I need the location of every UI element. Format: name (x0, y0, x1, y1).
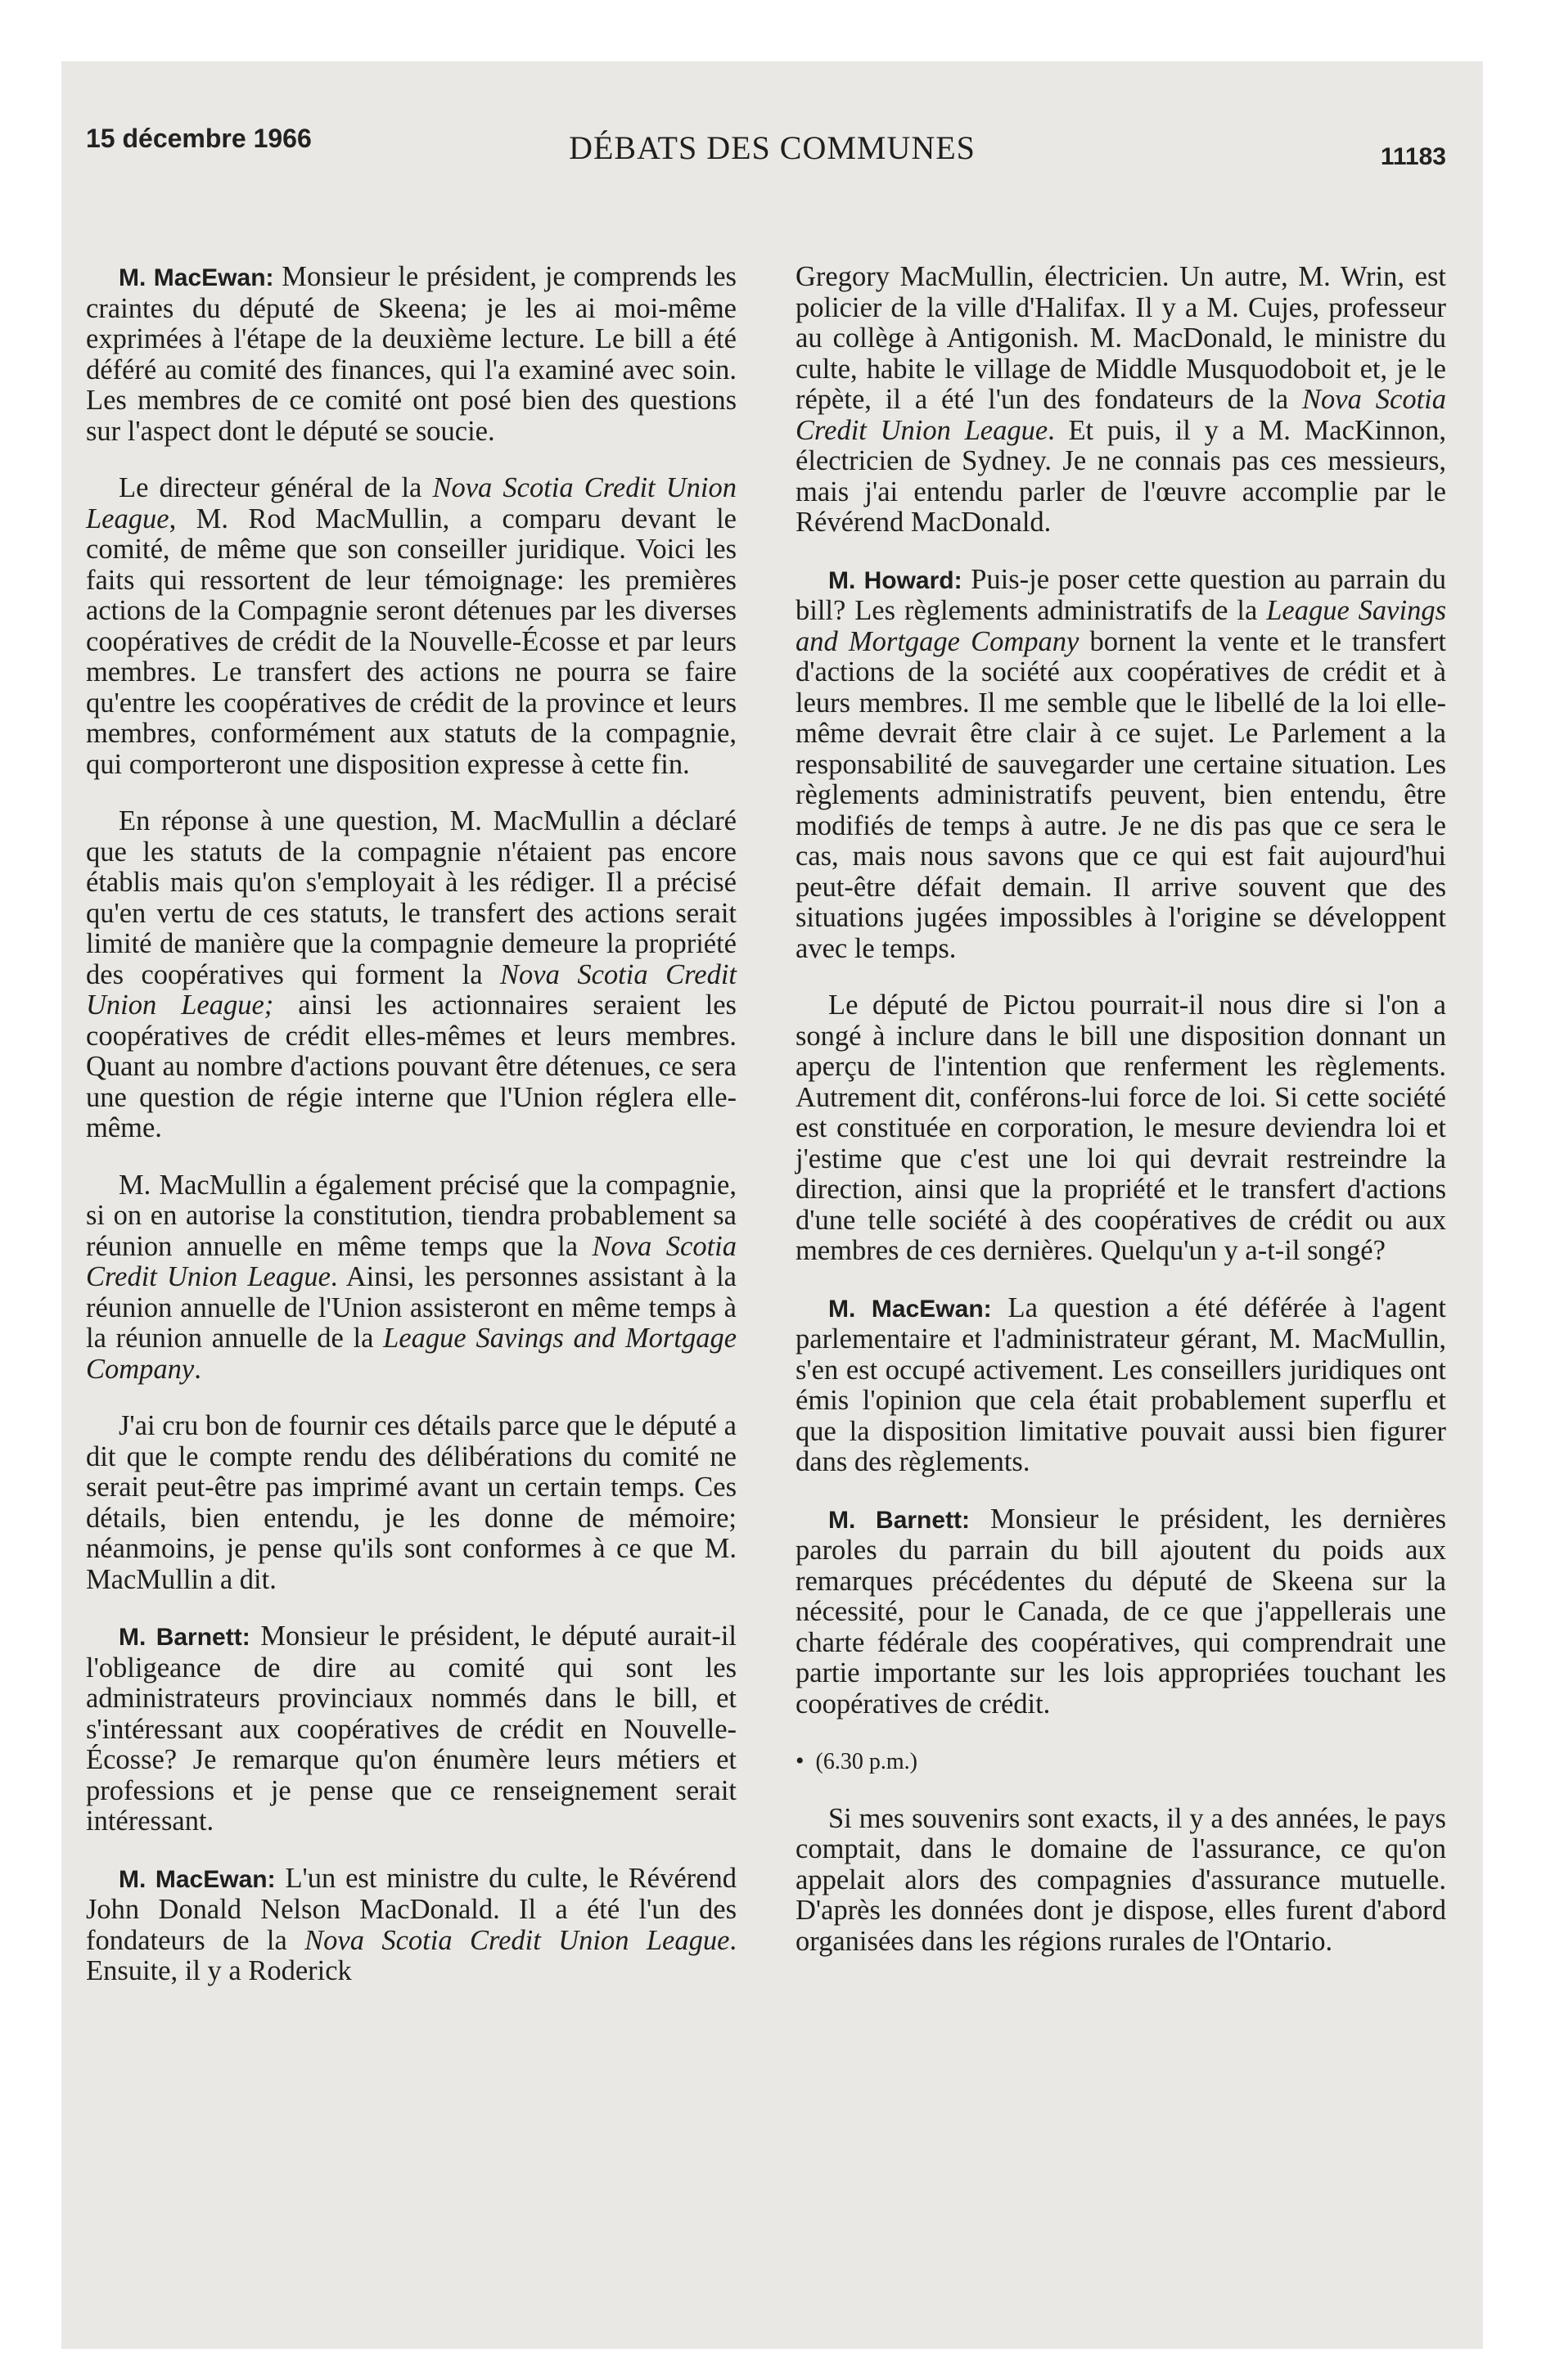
header-title: DÉBATS DES COMMUNES (569, 129, 976, 166)
paragraph (86, 1170, 737, 1386)
paragraph-text: . Ainsi, les personnes assistant à la réunion annuelle de l'Union assisteront en même temps à la réunion annuelle de la (86, 1261, 737, 1354)
paragraph (796, 262, 1446, 539)
paragraph (796, 990, 1446, 1267)
time-marker-text: (6.30 p.m.) (815, 1749, 917, 1774)
scanned-page (61, 61, 1483, 2349)
italic-text: Nova Scotia Credit Union League (86, 1230, 737, 1292)
paragraph (86, 473, 737, 780)
paragraph (86, 1621, 737, 1837)
paragraph-text: Si mes souvenirs sont exacts, il y a des années, le pays comptait, dans le domaine de l'assurance, ce qu'on appelait alors des compagnies d'assurance mutuelle. D'après les données dont je dispose, elles furent d'abord organisées dans les régions rurales de l'Ontario. (796, 1802, 1446, 1957)
paragraph-text: L'un est ministre du culte, le Révérend John Donald Nelson MacDonald. Il a été l'un des fondateurs de la (86, 1862, 737, 1956)
paragraph-text: Le directeur général de la (119, 472, 433, 503)
speaker-name: M. MacEwan: (119, 1865, 276, 1893)
paragraph-text: M. MacMullin a également précisé que la compagnie, si on en autorise la constitution, tiendra probablement sa réunion annuelle en même temps que la (86, 1169, 737, 1262)
paragraph-text: , M. Rod MacMullin, a comparu devant le comité, de même que son conseiller juridique. Voici les faits qui ressortent de leur témoignage: les premières actions de la Compagnie seront détenues par les diverses coopératives de crédit de la Nouvelle-Écosse et par leurs membres. Le transfert des actions ne pourra se faire qu'entre les coopératives de crédit de la province et leurs membres, conformément aux statuts de la compagnie, qui comporteront une disposition expresse à cette fin. (86, 503, 737, 780)
speaker-name: M. MacEwan: (828, 1295, 992, 1323)
speaker-name: M. Barnett: (828, 1506, 971, 1534)
paragraph-text: ainsi les actionnaires seraient les coopératives de crédit elles-mêmes et leurs membres. Quant au nombre d'actions pouvant être détenues, ce sera une question de régie interne que l'Union réglera elle-même. (86, 989, 737, 1143)
italic-text: Nova Scotia Credit Union League; (86, 958, 737, 1021)
italic-text: League Savings and Mortgage Company (796, 595, 1446, 657)
paragraph-text: . Ensuite, il y a Roderick (86, 1924, 737, 1986)
speaker-name: M. Barnett: (119, 1624, 250, 1651)
paragraph-text: Monsieur le président, le député aurait-il l'obligeance de dire au comité qui sont les administrateurs provinciaux nommés dans le bill, et s'intéressant aux coopératives de crédit en Nouvelle-Écosse? Je remarque qu'on énumère leurs métiers et professions et je pense que ce renseignement serait intéressant. (86, 1620, 737, 1837)
paragraph (86, 1411, 737, 1595)
left-column (86, 262, 737, 1987)
paragraph-text: La question a été déférée à l'agent parlementaire et l'administrateur gérant, M. MacMullin, s'en est occupé activement. Les conseillers juridiques ont émis l'opinion que cela était probablement superflu et que la disposition limitative pouvait aussi bien figurer dans des règlements. (796, 1291, 1446, 1477)
italic-text: Nova Scotia Credit Union League (304, 1924, 730, 1956)
paragraph (796, 1293, 1446, 1478)
header-date: 15 décembre 1966 (86, 124, 312, 153)
speaker-name: M. MacEwan: (119, 264, 274, 291)
bullet-icon: • (796, 1747, 805, 1774)
paragraph (796, 1504, 1446, 1720)
paragraph-text: bornent la vente et le transfert d'actions de la société aux coopératives de crédit et à leurs membres. Il me semble que le libellé de la loi elle-même devrait être clair à ce sujet. Le Parlement a la responsabilité de sauvegarder une certaine situation. Les règlements administratifs peuvent, bien entendu, être modifiés de temps à autre. Je ne dis pas que ce sera le cas, mais nous savons que ce qui est fait aujourd'hui peut-être défait demain. Il arrive souvent que des situations jugées impossibles à l'origine se développent avec le temps. (796, 625, 1446, 964)
right-column (796, 262, 1446, 1957)
italic-text: Nova Scotia Credit Union League (796, 384, 1447, 446)
paragraph-text: En réponse à une question, M. MacMullin a déclaré que les statuts de la compagnie n'étaient pas encore établis mais qu'on s'employait à les rédiger. Il a précisé qu'en vertu de ces statuts, le transfert des actions serait limité de manière que la compagnie demeure la propriété des coopératives qui forment la (86, 805, 737, 990)
header-page-number: 11183 (1380, 143, 1446, 170)
paragraph-text: Le député de Pictou pourrait-il nous dire si l'on a songé à inclure dans le bill une disposition donnant un aperçu de l'intention que renferment les règlements. Autrement dit, conférons-lui force de loi. Si cette société est constituée en corporation, le mesure deviendra loi et j'estime que c'est une loi qui devrait restreindre la direction, ainsi que la propriété et le transfert d'actions d'une telle société à des coopératives de crédit ou aux membres de ces dernières. Quelqu'un y a-t-il songé? (796, 989, 1446, 1266)
paragraph (86, 806, 737, 1144)
paragraph-text: Monsieur le président, je comprends les craintes du député de Skeena; je les ai moi-même exprimées à l'étape de la deuxième lecture. Le bill a été déféré au comité des finances, qui l'a examiné avec soin. Les membres de ce comité ont posé bien des questions sur l'aspect dont le député se soucie. (86, 261, 737, 447)
speaker-name: M. Howard: (828, 566, 962, 594)
italic-text: Nova Scotia Credit Union League (86, 472, 737, 534)
paragraph-text: . (194, 1353, 201, 1385)
time-marker (796, 1746, 1446, 1778)
paragraph-text: . Et puis, il y a M. MacKinnon, électricien de Sydney. Je ne connais pas ces messieurs, mais j'ai entendu parler de l'œuvre accomplie par le Révérend MacDonald. (796, 414, 1447, 538)
paragraph-text: Puis-je poser cette question au parrain du bill? Les règlements administratifs de la (796, 563, 1446, 626)
paragraph-text: Gregory MacMullin, électricien. Un autre, M. Wrin, est policier de la ville d'Halifax. Il y a M. Cujes, professeur au collège à Antigonish. M. MacDonald, le ministre du culte, habite le village de Middle Musquodoboit et, je le répète, il a été l'un des fondateurs de la (796, 261, 1446, 415)
paragraph-text: Monsieur le président, les dernières paroles du parrain du bill ajoutent du poids aux remarques précédentes du député de Skeena sur la nécessité, pour le Canada, de ce que j'appellerais une charte fédérale des coopératives, qui comprendrait une partie importante sur les lois appropriées touchant les coopératives de crédit. (796, 1503, 1446, 1720)
paragraph (796, 1804, 1446, 1958)
italic-text: League Savings and Mortgage Company (86, 1323, 737, 1385)
page-header (61, 61, 1483, 170)
paragraph (86, 262, 737, 447)
paragraph-text: J'ai cru bon de fournir ces détails parce que le député a dit que le compte rendu des délibérations du comité ne serait peut-être pas imprimé avant un certain temps. Ces détails, bien entendu, je les donne de mémoire; néanmoins, je pense qu'ils sont conformes à ce que M. MacMullin a dit. (86, 1410, 737, 1595)
paragraph (86, 1864, 737, 1987)
paragraph (796, 565, 1446, 965)
